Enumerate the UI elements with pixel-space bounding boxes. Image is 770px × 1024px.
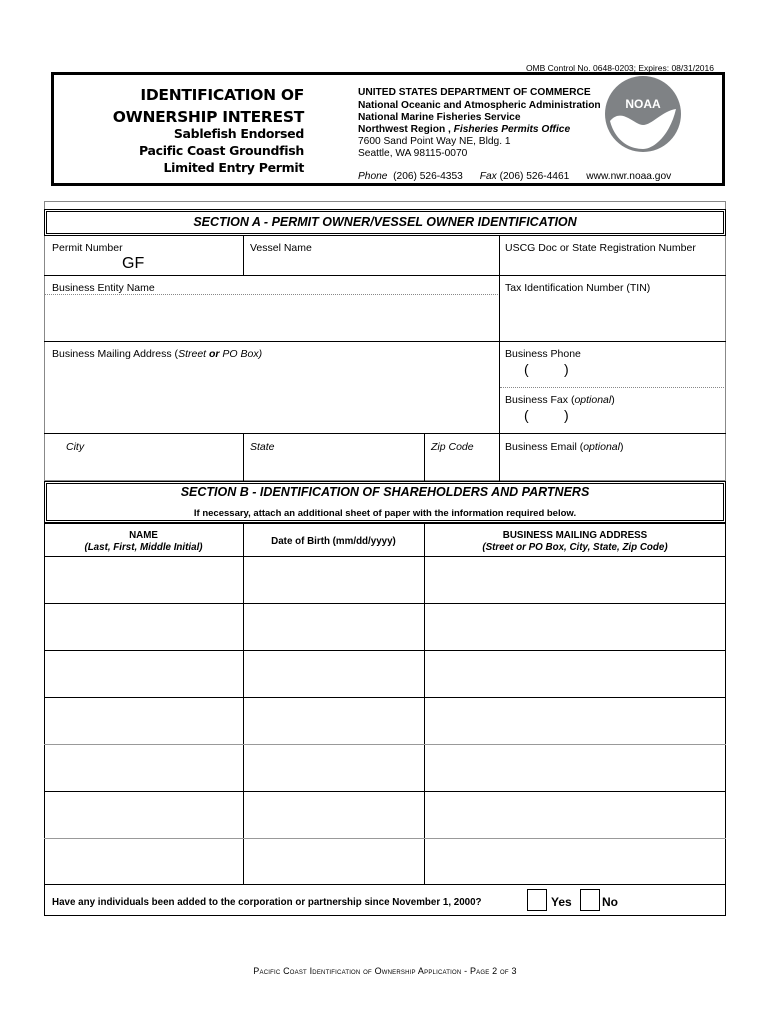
fax-number: (206) 526-4461: [499, 171, 570, 182]
no-label: No: [602, 895, 618, 909]
uscg-label: USCG Doc or State Registration Number: [505, 242, 696, 254]
permit-number-field[interactable]: GF: [122, 255, 145, 272]
fax-label-part: ): [611, 394, 615, 406]
phone-paren-open: (: [524, 361, 529, 377]
zip-label: Zip Code: [431, 441, 474, 453]
vessel-name-field[interactable]: [248, 256, 496, 273]
business-fax-field[interactable]: [503, 407, 723, 431]
tin-field[interactable]: [503, 297, 723, 339]
page-footer: [0, 966, 770, 976]
form-title-line1: IDENTIFICATION OF: [140, 86, 304, 104]
mailing-address-field[interactable]: [48, 362, 496, 430]
table-row-name-cell[interactable]: [46, 558, 242, 602]
city-field[interactable]: [48, 455, 240, 479]
table-row-divider: [44, 650, 726, 651]
table-row-name-cell[interactable]: [46, 746, 242, 790]
divider: [44, 341, 726, 342]
phone-number: (206) 526-4353: [393, 171, 463, 182]
table-row-divider: [44, 556, 726, 557]
table-row-address-cell[interactable]: [426, 840, 724, 884]
table-row-dob-cell[interactable]: [245, 840, 423, 884]
mailing-label-part: PO Box): [219, 348, 263, 360]
section-b-title: SECTION B - IDENTIFICATION OF SHAREHOLDERS AND PARTNERS: [180, 485, 590, 499]
agency-line2: National Oceanic and Atmospheric Administration: [358, 100, 601, 111]
email-label-part: Business Email (: [505, 441, 584, 453]
table-row-address-cell[interactable]: [426, 746, 724, 790]
noaa-logo-text: NOAA: [625, 97, 661, 111]
divider: [243, 433, 244, 481]
vessel-name-label: Vessel Name: [250, 242, 312, 254]
agency-contact-line: [358, 171, 671, 183]
table-row-address-cell[interactable]: [426, 793, 724, 837]
table-row-divider: [44, 603, 726, 604]
noaa-logo: [604, 75, 682, 153]
fax-paren-close: ): [564, 407, 569, 423]
phone-paren-close: ): [564, 361, 569, 377]
col-address-header: BUSINESS MAILING ADDRESS: [502, 530, 648, 541]
footer-text: Pacific Coast Identification of Ownership Application - Page 2 of 3: [253, 966, 517, 976]
yes-label: Yes: [551, 895, 572, 909]
form-title-line5: Limited Entry Permit: [163, 160, 304, 175]
col-name-header: NAME: [129, 530, 158, 541]
fax-label: Fax: [479, 171, 497, 182]
table-row-dob-cell[interactable]: [245, 558, 423, 602]
phone-label: Phone: [358, 171, 388, 182]
table-row-divider: [44, 838, 726, 839]
divider: [44, 294, 500, 295]
mailing-label-part: Street: [178, 348, 209, 360]
business-entity-label: Business Entity Name: [52, 282, 155, 294]
table-row-address-cell[interactable]: [426, 558, 724, 602]
business-email-field[interactable]: [503, 455, 723, 479]
table-row-name-cell[interactable]: [46, 652, 242, 696]
table-row-name-cell[interactable]: [46, 840, 242, 884]
table-row-address-cell[interactable]: [426, 699, 724, 743]
divider: [243, 523, 244, 885]
agency-line3: National Marine Fisheries Service: [358, 112, 521, 123]
email-label-part: ): [619, 441, 624, 453]
table-row-dob-cell[interactable]: [245, 793, 423, 837]
agency-region: Northwest Region ,: [358, 124, 454, 135]
yes-checkbox[interactable]: [527, 889, 547, 911]
divider: [243, 236, 244, 275]
divider: [44, 275, 726, 276]
tin-label: Tax Identification Number (TIN): [505, 282, 651, 294]
mailing-address-label: [52, 348, 262, 360]
table-row-dob-cell[interactable]: [245, 746, 423, 790]
section-b-note: If necessary, attach an additional sheet of paper with the information required below.: [193, 508, 577, 519]
fax-label-part: Business Fax (: [505, 394, 575, 406]
permit-number-label: Permit Number: [52, 242, 123, 254]
omb-control-number: OMB Control No. 0648-0203; Expires: 08/31/2016: [525, 63, 714, 73]
divider: [424, 523, 425, 885]
divider: [500, 387, 726, 388]
form-title-line3: Sablefish Endorsed: [173, 126, 304, 141]
divider: [44, 433, 726, 434]
added-individuals-question: Have any individuals been added to the corporation or partnership since November 1, 2000?: [52, 897, 482, 908]
website: www.nwr.noaa.gov: [586, 171, 672, 182]
col-address-subheader: (Street or PO Box, City, State, Zip Code): [482, 542, 668, 553]
table-row-divider: [44, 791, 726, 792]
agency-line1: UNITED STATES DEPARTMENT OF COMMERCE: [358, 87, 591, 98]
business-email-label: [505, 441, 623, 453]
fax-paren-open: (: [524, 407, 529, 423]
divider: [499, 236, 500, 481]
table-row-dob-cell[interactable]: [245, 699, 423, 743]
agency-office: Fisheries Permits Office: [453, 124, 571, 135]
no-checkbox[interactable]: [580, 889, 600, 911]
uscg-field[interactable]: [503, 256, 723, 273]
table-row-name-cell[interactable]: [46, 605, 242, 649]
business-entity-field[interactable]: [48, 297, 496, 339]
table-row-address-cell[interactable]: [426, 652, 724, 696]
form-title-line2: OWNERSHIP INTEREST: [112, 108, 304, 126]
state-label: State: [250, 441, 275, 453]
col-name-subheader: (Last, First, Middle Initial): [84, 542, 203, 553]
table-row-address-cell[interactable]: [426, 605, 724, 649]
mailing-label-part: Business Mailing Address (: [52, 348, 179, 360]
col-dob-header: Date of Birth (mm/dd/yyyy): [271, 536, 396, 547]
table-row-dob-cell[interactable]: [245, 605, 423, 649]
table-row-divider: [44, 744, 726, 745]
state-field[interactable]: [247, 455, 421, 479]
table-row-divider: [44, 697, 726, 698]
city-label: City: [66, 441, 85, 453]
agency-line4: [358, 124, 570, 136]
agency-line6: Seattle, WA 98115-0070: [358, 148, 468, 159]
table-row-name-cell[interactable]: [46, 699, 242, 743]
business-phone-field[interactable]: [503, 361, 723, 385]
email-label-part: optional: [583, 441, 620, 453]
divider: [424, 433, 425, 481]
business-phone-label: Business Phone: [505, 348, 581, 360]
section-a-title: SECTION A - PERMIT OWNER/VESSEL OWNER IDENTIFICATION: [193, 215, 577, 229]
zip-field[interactable]: [428, 455, 496, 479]
table-row-dob-cell[interactable]: [245, 652, 423, 696]
business-fax-label: [505, 394, 615, 406]
mailing-label-part: or: [209, 348, 220, 360]
fax-label-part: optional: [574, 394, 612, 406]
form-title-line4: Pacific Coast Groundfish: [138, 143, 304, 158]
agency-line5: 7600 Sand Point Way NE, Bldg. 1: [358, 136, 511, 147]
table-row-name-cell[interactable]: [46, 793, 242, 837]
